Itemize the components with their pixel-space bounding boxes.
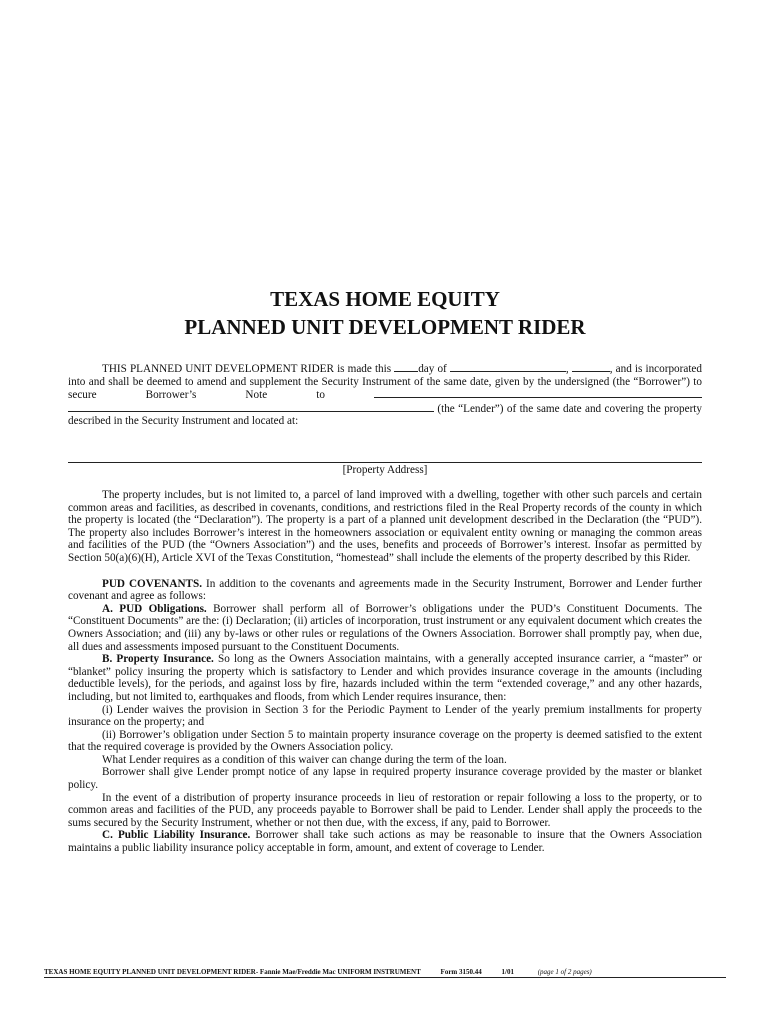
- lender-blank-2: [68, 402, 434, 412]
- footer-title: TEXAS HOME EQUITY PLANNED UNIT DEVELOPMENT RIDER- Fannie Mae/Freddie Mac UNIFORM INSTRUMENT: [44, 968, 421, 976]
- section-b-waiver: What Lender requires as a condition of this waiver can change during the term of the loan.: [102, 753, 507, 766]
- property-address-label: [Property Address]: [342, 464, 428, 476]
- section-b-notice: Borrower shall give Lender prompt notice of any lapse in required property insurance coverage provided by the master or blanket policy.: [68, 766, 702, 792]
- section-a-heading: A. PUD Obligations.: [102, 602, 207, 615]
- property-paragraph: The property includes, but is not limited to, a parcel of land improved with a dwelling, together with other such parcels and certain common areas and facilities, as described in covenants, conditions, and restrictions filed in the Real Property records of the county in which the property is located (the “Declaration”). The property is a part of a planned unit development described in the Declaration (the “PUD”). The property also includes Borrower’s interest in the homeowners association or equivalent entity owning or managing the common areas and facilities of the PUD (the “Owners Association”) and the uses, benefits and proceeds of Borrower’s interest. Insofar as permitted by Section 50(a)(6)(H), Article XVI of the Texas Constitution, “homestead” shall include the elements of the property described by this Rider.: [68, 489, 702, 564]
- intro-text-b: day of: [418, 363, 450, 375]
- month-blank: [450, 362, 566, 372]
- day-blank: [394, 362, 418, 372]
- footer-page-number: (page 1 of 2 pages): [537, 968, 592, 976]
- footer-form-date: 1/01: [501, 968, 514, 976]
- document-title-line2: PLANNED UNIT DEVELOPMENT RIDER: [184, 315, 586, 339]
- section-a-text: Borrower shall perform all of Borrower’s obligations under the PUD’s Constituent Documents. The “Constituent Documents” are the: (i) Declaration; (ii) articles of incorporation, trust instrument or any equivalent document which creates the Owners Association; and (iii) any by-laws or other rules or regulations of the Owners Association. Borrower shall promptly pay, when due, all dues and assessments imposed pursuant to the Constituent Documents.: [68, 602, 702, 653]
- section-b-item-ii: (ii) Borrower’s obligation under Section 5 to maintain property insurance coverage on the property is deemed satisfied to the extent that the required coverage is provided by the Owners Association policy.: [68, 728, 702, 754]
- section-a-paragraph: [68, 603, 702, 653]
- covenants-heading: PUD COVENANTS.: [102, 577, 203, 590]
- property-address-line: [68, 462, 702, 463]
- intro-paragraph: [68, 362, 702, 428]
- intro-text-d: , and is incorporated into and shall be deemed to amend and supplement the Security Instrument of the same date, given by the undersigned (the “Borrower”) to secure Borrower’s Note to: [68, 363, 702, 402]
- covenants-text: In addition to the covenants and agreements made in the Security Instrument, Borrower and Lender further covenant and agree as follows:: [68, 577, 702, 603]
- lender-blank-1: [374, 388, 702, 398]
- section-b-paragraph: [68, 653, 702, 703]
- section-b-heading: B. Property Insurance.: [102, 653, 214, 666]
- section-c-heading: C. Public Liability Insurance.: [102, 829, 251, 842]
- section-c-text: Borrower shall take such actions as may be reasonable to insure that the Owners Association maintains a public liability insurance policy acceptable in form, amount, and extent of coverage to Lender.: [68, 829, 702, 855]
- intro-text-c: ,: [565, 363, 572, 375]
- section-b-item-i: (i) Lender waives the provision in Section 3 for the Periodic Payment to Lender of the yearly premium installments for property insurance on the property; and: [68, 703, 702, 729]
- covenants-paragraph: [68, 578, 702, 603]
- main-body: [68, 489, 702, 855]
- document-title-line1: TEXAS HOME EQUITY: [270, 287, 500, 311]
- intro-text-e: (the “Lender”) of the same date and covering the property described in the Security Instrument and located at:: [68, 402, 702, 428]
- section-c-paragraph: [68, 829, 702, 854]
- year-blank: [572, 362, 610, 372]
- section-b-text: So long as the Owners Association maintains, with a generally accepted insurance carrier, a “master” or “blanket” policy insuring the property which is satisfactory to Lender and which provides insurance coverage in the amounts (including deductible levels), for the periods, and against loss by fire, hazards included within the term “extended coverage,” and any other hazards, including, but not limited to, earthquakes and floods, from which Lender requires insurance, then:: [68, 653, 702, 703]
- intro-text-a: THIS PLANNED UNIT DEVELOPMENT RIDER is made this: [102, 363, 395, 375]
- page-footer: [44, 968, 726, 978]
- footer-form-number: Form 3150.44: [440, 968, 482, 976]
- section-b-distribution: In the event of a distribution of property insurance proceeds in lieu of restoration or repair following a loss to the property, or to common areas and facilities of the PUD, any proceeds payable to Borrower shall be paid to Lender. Lender shall apply the proceeds to the sums secured by the Security Instrument, whether or not then due, with the excess, if any, paid to Borrower.: [68, 791, 702, 829]
